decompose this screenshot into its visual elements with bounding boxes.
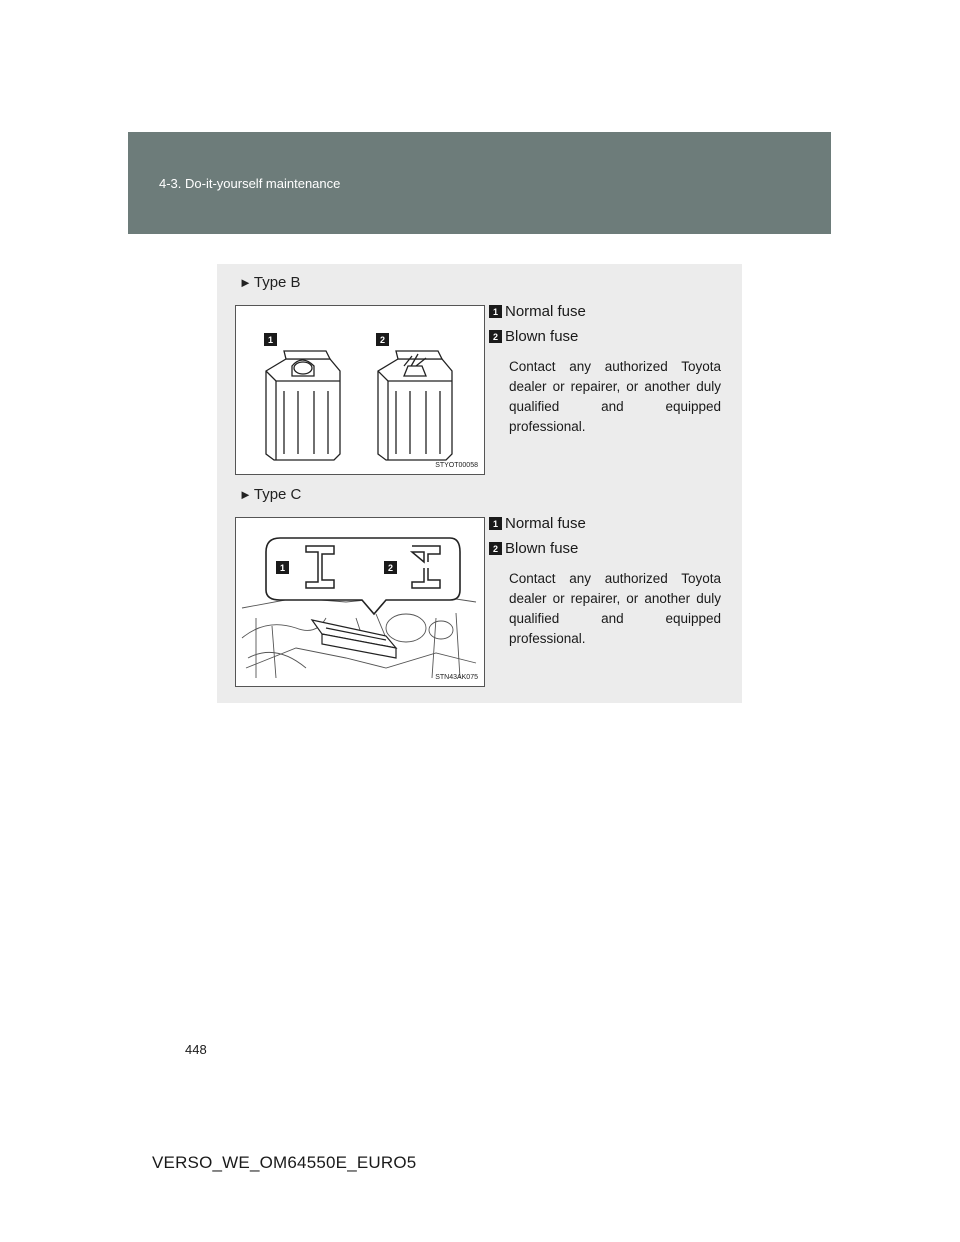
section-title: 4-3. Do-it-yourself maintenance (159, 176, 341, 191)
normal-fuse-icon (266, 351, 340, 460)
cartridge-fuse-illustration (236, 306, 484, 474)
fuse-block-icon (312, 620, 396, 658)
type-c-heading: ► Type C (239, 486, 302, 503)
type-b-legend (489, 299, 721, 437)
section-header (128, 132, 831, 234)
blown-fuse-icon (378, 351, 452, 460)
type-b-figure (235, 305, 485, 475)
svg-text:2: 2 (379, 335, 386, 345)
figure-code: STN43AK075 (435, 674, 478, 681)
legend-item: 2 Blown fuse (489, 324, 721, 349)
number-badge: 2 (489, 542, 502, 555)
note-text: Contact any authorized Toyota dealer or repairer, or another duly qualified and equipped professional. (509, 359, 721, 434)
triangle-bullet-icon: ► (239, 487, 252, 502)
callout-bubble-icon (266, 538, 460, 614)
number-badge: 1 (489, 517, 502, 530)
triangle-bullet-icon: ► (239, 275, 252, 290)
figure-code: STYOT00058 (435, 462, 478, 469)
type-c-figure (235, 517, 485, 687)
svg-text:1: 1 (279, 563, 286, 573)
fuse-box-illustration (236, 518, 484, 686)
svg-text:2: 2 (387, 563, 394, 573)
type-b-heading: ► Type B (239, 274, 301, 291)
document-footer: VERSO_WE_OM64550E_EURO5 (152, 1153, 417, 1172)
fuse-info-panel (217, 264, 742, 703)
legend-item: 2 Blown fuse (489, 536, 721, 561)
page-number: 448 (185, 1042, 207, 1057)
note-text: Contact any authorized Toyota dealer or repairer, or another duly qualified and equipped professional. (509, 571, 721, 646)
svg-text:1: 1 (267, 335, 274, 345)
number-badge: 1 (489, 305, 502, 318)
legend-item: 1 Normal fuse (489, 511, 721, 536)
legend-item: 1 Normal fuse (489, 299, 721, 324)
number-badge: 2 (489, 330, 502, 343)
type-c-legend (489, 511, 721, 649)
